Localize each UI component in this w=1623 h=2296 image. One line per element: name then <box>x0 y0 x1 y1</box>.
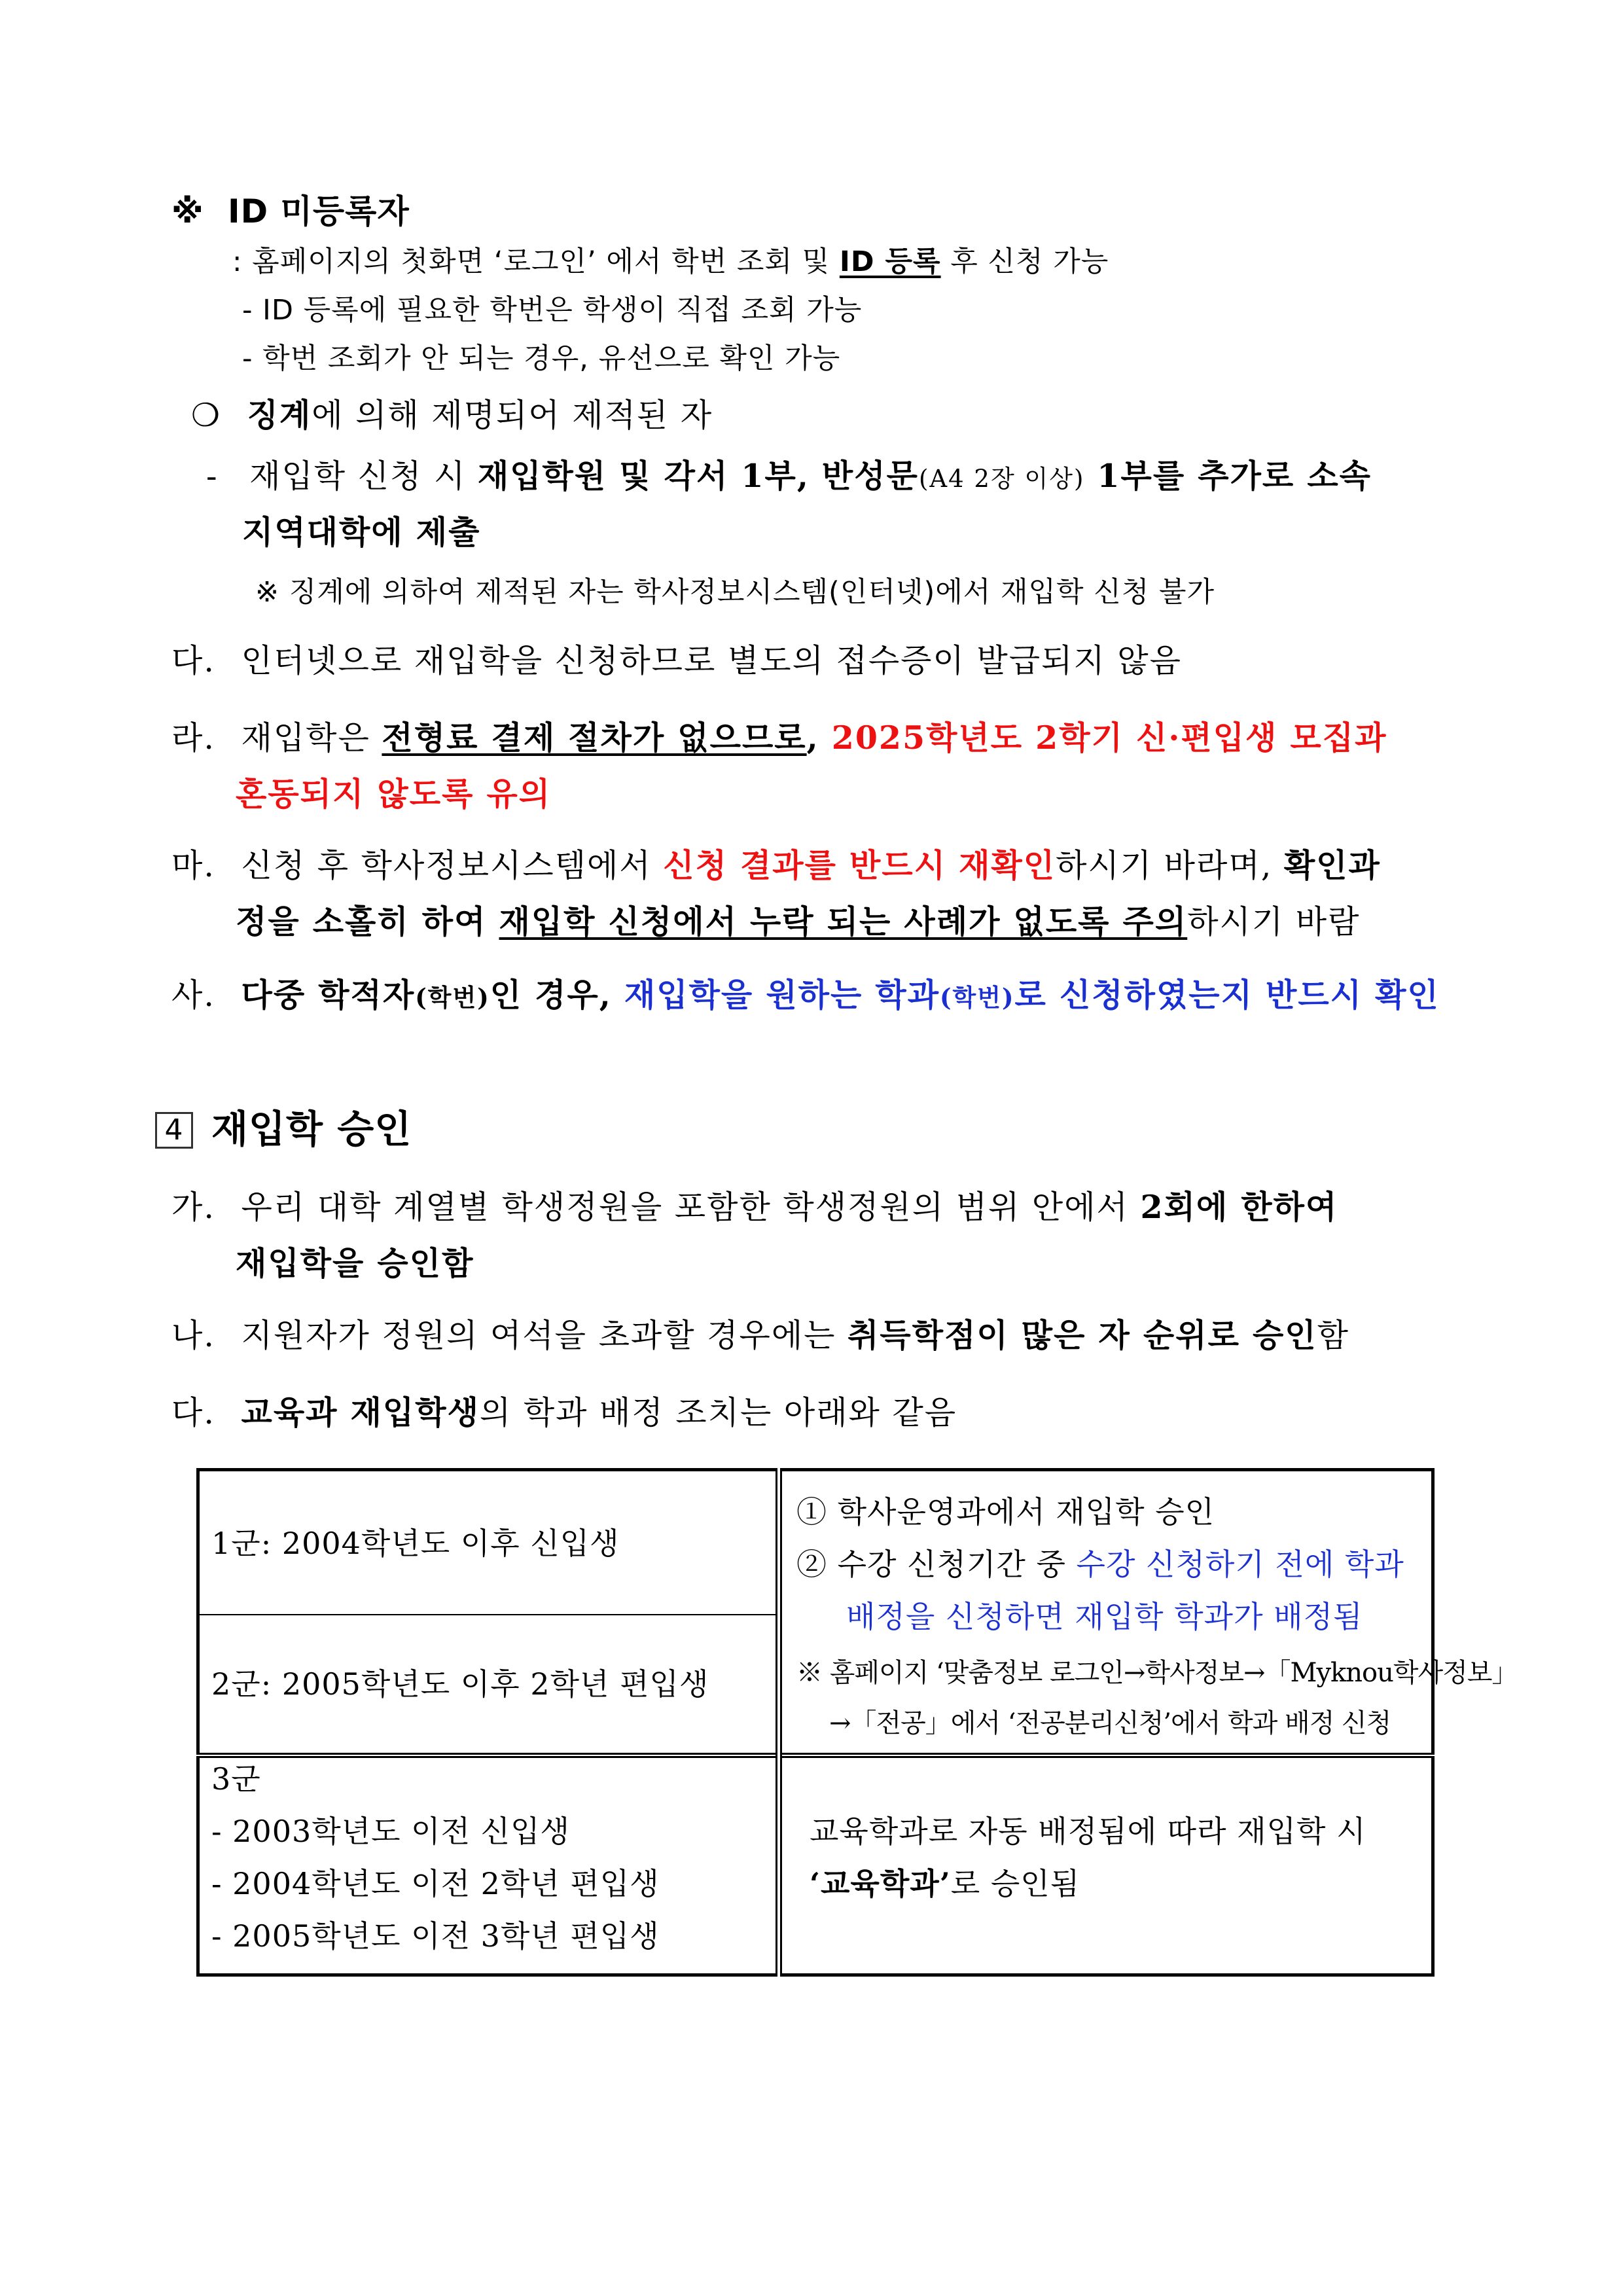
item-text: 지원자가 정원의 여석을 초과할 경우에는 <box>241 1317 848 1354</box>
dash-bullet: - <box>206 457 219 495</box>
item-label: 다. <box>171 642 215 679</box>
item-label: 가. <box>171 1189 215 1226</box>
id-line-text: : 홈페이지의 첫화면 ‘로그인’ 에서 학번 조회 및 <box>232 245 840 278</box>
recheck-warning: 신청 결과를 반드시 재확인 <box>663 846 1056 884</box>
discipline-req-paper: (A4 2장 이상) <box>918 465 1085 493</box>
group3-result-text: 로 승인됨 <box>950 1866 1080 1901</box>
process-step-2 <box>796 1538 1404 1590</box>
id-register-emphasis: ID 등록 <box>839 245 941 278</box>
item-text-end: 함 <box>1317 1317 1349 1354</box>
group3-result-line2 <box>810 1857 1080 1910</box>
id-sub-note-2: - 학번 조회가 안 되는 경우, 유선으로 확인 가능 <box>242 342 841 375</box>
discipline-req-end: 1부를 추가로 소속 <box>1084 457 1372 495</box>
group2-text: 2군: 2005학년도 이후 2학년 편입생 <box>211 1666 709 1702</box>
item-text: 신청 후 학사정보시스템에서 <box>241 847 664 884</box>
item-text-mid: 하시기 바라며, <box>1056 847 1284 884</box>
group12-process-cell <box>779 1470 1518 1756</box>
group2-cell <box>198 1615 779 1755</box>
item-ra <box>171 718 1387 758</box>
group3-title: 3군 <box>211 1761 261 1797</box>
item-text: 재입학은 <box>241 719 382 757</box>
no-fee-emphasis: 전형료 결제 절차가 없으므로 <box>382 719 807 757</box>
group3-result-cell <box>779 1755 1433 1975</box>
student-id-note-2: (학번) <box>940 983 1015 1012</box>
discipline-req-text: 재입학 신청 시 <box>249 457 478 495</box>
id-unregistered-title <box>171 192 410 231</box>
item-bold: 인 경우, <box>490 976 624 1014</box>
group3-item-3: - 2005학년도 이전 3학년 편입생 <box>211 1918 660 1954</box>
discipline-emphasis: 징계 <box>247 396 312 434</box>
item-ra-line2: 혼동되지 않도록 유의 <box>236 775 552 813</box>
discipline-req-bold: 재입학원 및 각서 1부, 반성문 <box>477 457 919 495</box>
id-sub-note-1: - ID 등록에 필요한 학번은 학생이 직접 조회 가능 <box>242 294 863 327</box>
h4-item-ga <box>171 1187 1338 1227</box>
item-bold: 정을 소홀히 하여 <box>236 903 499 941</box>
item-ma <box>171 846 1381 886</box>
group1-cell <box>198 1470 779 1615</box>
h4-item-ga-line2: 재입학을 승인함 <box>236 1244 474 1282</box>
item-bold-end: 확인과 <box>1283 846 1381 884</box>
education-dept-emphasis: ‘교육학과’ <box>810 1866 951 1901</box>
dept-check-notice: 재입학을 원하는 학과 <box>624 976 940 1014</box>
omission-warning: 재입학 신청에서 누락 되는 사례가 없도록 주의 <box>499 903 1188 941</box>
student-id-note: (학번) <box>415 983 490 1012</box>
process-step-1: ① 학사운영과에서 재입학 승인 <box>796 1494 1215 1530</box>
id-line-text-end: 후 신청 가능 <box>940 245 1109 278</box>
education-readmit-emphasis: 교육과 재입학생 <box>241 1393 480 1431</box>
discipline-note: ※ 징계에 의하여 제적된 자는 학사정보시스템(인터넷)에서 재입학 신청 불가 <box>255 576 1215 609</box>
discipline-requirement <box>206 456 1372 499</box>
circle-bullet-icon: ❍ <box>191 397 221 434</box>
table-row <box>198 1470 1433 1615</box>
item-text: 우리 대학 계열별 학생정원을 포함한 학생정원의 범위 안에서 <box>241 1189 1141 1226</box>
item-label: 마. <box>171 847 215 884</box>
process-step-2-blue: 수강 신청하기 전에 학과 <box>1076 1547 1404 1582</box>
process-note-1: ※ 홈페이지 ‘맞춤정보 로그인→학사정보→「Myknou학사정보」 <box>796 1658 1518 1688</box>
discipline-heading <box>191 395 713 435</box>
item-text: 의 학과 배정 조치는 아래와 같음 <box>479 1394 957 1431</box>
credit-priority: 취득학점이 많은 자 순위로 승인 <box>847 1316 1317 1354</box>
discipline-text: 에 의해 제명되어 제적된 자 <box>312 397 713 434</box>
group3-cell <box>198 1755 779 1975</box>
two-times-limit: 2회에 한하여 <box>1140 1188 1338 1226</box>
id-unregistered-heading: ID 미등록자 <box>228 192 410 230</box>
h4-item-da <box>171 1393 957 1433</box>
item-label: 사. <box>171 977 215 1014</box>
section-heading-4 <box>155 1106 412 1152</box>
process-note-2: →「전공」에서 ‘전공분리신청’에서 학과 배정 신청 <box>829 1708 1391 1738</box>
item-label: 라. <box>171 719 215 757</box>
reference-mark: ※ <box>171 192 204 230</box>
item-da <box>171 641 1182 681</box>
discipline-requirement-line2: 지역대학에 제출 <box>242 513 481 551</box>
dept-check-notice-end: 로 신청하였는지 반드시 확인 <box>1014 976 1440 1014</box>
item-label: 다. <box>171 1394 215 1431</box>
group1-text: 1군: 2004학년도 이후 신입생 <box>211 1526 620 1561</box>
item-sa <box>171 975 1440 1017</box>
process-step-2-text: ② 수강 신청기간 중 <box>796 1547 1077 1582</box>
process-step-2-line2: 배정을 신청하면 재입학 학과가 배정됨 <box>846 1599 1363 1634</box>
section-title: 재입학 승인 <box>211 1107 412 1151</box>
group3-item-2: - 2004학년도 이전 2학년 편입생 <box>211 1866 660 1901</box>
group3-item-1: - 2003학년도 이전 신입생 <box>211 1814 570 1849</box>
department-assignment-table <box>196 1468 1518 1977</box>
comma: , <box>806 719 819 757</box>
table-row <box>198 1755 1433 1975</box>
h4-item-na <box>171 1316 1349 1355</box>
item-text-end: 하시기 바람 <box>1187 903 1361 941</box>
item-label: 나. <box>171 1317 215 1354</box>
warning-text: 2025학년도 2학기 신·편입생 모집과 <box>819 719 1387 757</box>
boxed-number: 4 <box>155 1112 193 1149</box>
id-unregistered-line <box>232 242 1109 281</box>
multi-record-emphasis: 다중 학적자 <box>241 976 416 1014</box>
group3-result-line1: 교육학과로 자동 배정됨에 따라 재입학 시 <box>810 1814 1366 1849</box>
item-text: 인터넷으로 재입학을 신청하므로 별도의 접수증이 발급되지 않음 <box>241 642 1182 679</box>
item-ma-line2 <box>236 902 1360 942</box>
